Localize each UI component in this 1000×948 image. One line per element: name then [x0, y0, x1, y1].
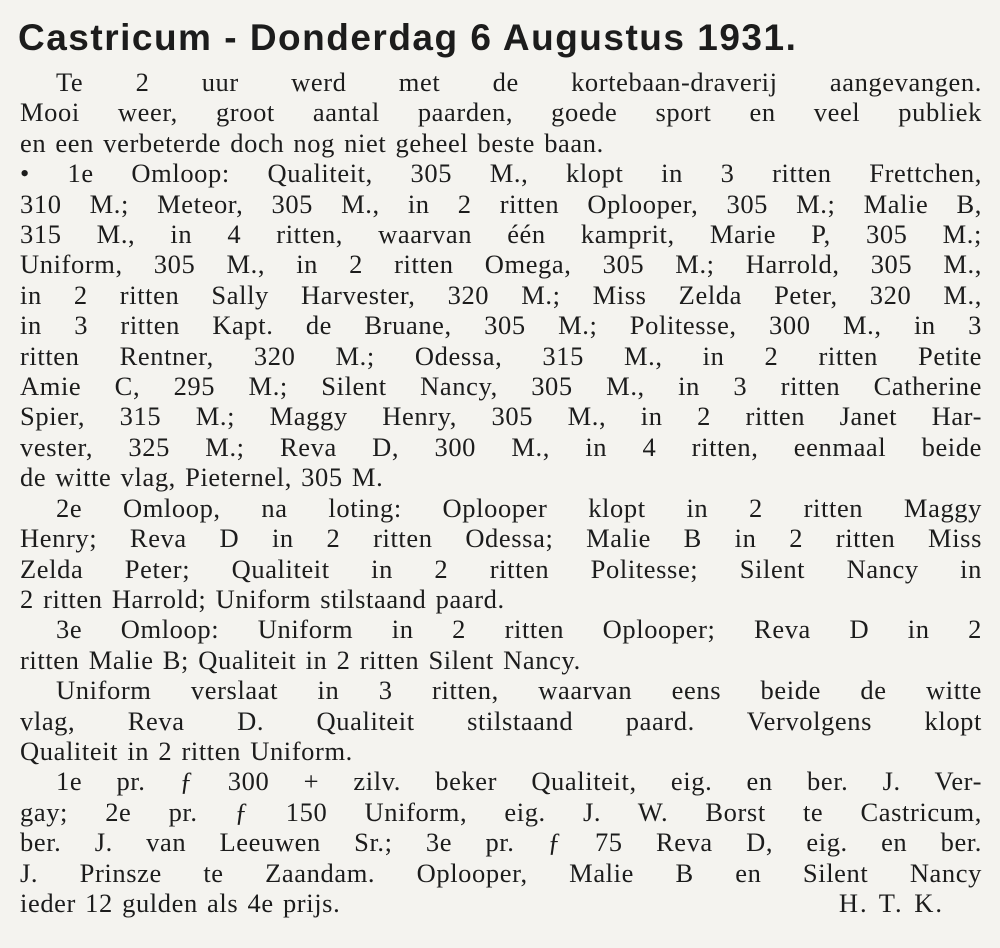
- article-line: in 3 ritten Kapt. de Bruane, 305 M.; Politesse, 300 M., in 3: [20, 310, 982, 341]
- article-line: ritten Rentner, 320 M.; Odessa, 315 M., in 2 ritten Petite: [20, 340, 982, 371]
- headline: Castricum - Donderdag 6 Augustus 1931.: [18, 17, 798, 58]
- article-line: Spier, 315 M.; Maggy Henry, 305 M., in 2 ritten Janet Har-: [20, 401, 982, 432]
- article-line: Te 2 uur werd met de kortebaan-draverij aangevangen.: [56, 67, 982, 97]
- article-line: gay; 2e pr. ƒ 150 Uniform, eig. J. W. Borst te Castricum,: [20, 796, 982, 827]
- article-line: J. Prinsze te Zaandam. Oplooper, Malie B en Silent Nancy: [20, 857, 982, 888]
- article-line: de witte vlag, Pieternel, 305 M.: [20, 462, 384, 493]
- article-line: Uniform, 305 M., in 2 ritten Omega, 305 M.; Harrold, 305 M.,: [20, 249, 982, 280]
- article-line: • 1e Omloop: Qualiteit, 305 M., klopt in 3 ritten Frettchen,: [20, 158, 982, 189]
- article-line: 315 M., in 4 ritten, waarvan één kamprit, Marie P, 305 M.;: [20, 219, 982, 250]
- article-line: 1e pr. ƒ 300 + zilv. beker Qualiteit, eig. en ber. J. Ver-: [56, 766, 982, 797]
- article-line: 310 M.; Meteor, 305 M., in 2 ritten Oplooper, 305 M.; Malie B,: [20, 188, 982, 219]
- article-line: ieder 12 gulden als 4e prijs.: [20, 887, 341, 918]
- article-line: vlag, Reva D. Qualiteit stilstaand paard. Vervolgens klopt: [20, 705, 982, 736]
- article-line: 3e Omloop: Uniform in 2 ritten Oplooper; Reva D in 2: [56, 614, 982, 645]
- author-signature: H. T. K.: [838, 887, 944, 918]
- article-line: 2e Omloop, na loting: Oplooper klopt in 2 ritten Maggy: [56, 492, 982, 523]
- article-line: 2 ritten Harrold; Uniform stilstaand paard.: [20, 583, 505, 614]
- article-body: [20, 67, 982, 918]
- article-line-final: [20, 888, 982, 918]
- article-line: ber. J. van Leeuwen Sr.; 3e pr. ƒ 75 Reva D, eig. en ber.: [20, 827, 982, 858]
- article-line: vester, 325 M.; Reva D, 300 M., in 4 ritten, eenmaal beide: [20, 431, 982, 462]
- article-line: ritten Malie B; Qualiteit in 2 ritten Silent Nancy.: [20, 644, 581, 675]
- article-line: en een verbeterde doch nog niet geheel beste baan.: [20, 127, 604, 158]
- article-line: in 2 ritten Sally Harvester, 320 M.; Miss Zelda Peter, 320 M.,: [20, 279, 982, 310]
- article-line: Henry; Reva D in 2 ritten Odessa; Malie B in 2 ritten Miss: [20, 523, 982, 554]
- article-line: Uniform verslaat in 3 ritten, waarvan eens beide de witte: [56, 675, 982, 706]
- article-line: Mooi weer, groot aantal paarden, goede sport en veel publiek: [20, 97, 982, 128]
- article-line: Zelda Peter; Qualiteit in 2 ritten Politesse; Silent Nancy in: [20, 553, 982, 584]
- article-line: Amie C, 295 M.; Silent Nancy, 305 M., in 3 ritten Catherine: [20, 371, 982, 402]
- article-line: Qualiteit in 2 ritten Uniform.: [20, 735, 353, 766]
